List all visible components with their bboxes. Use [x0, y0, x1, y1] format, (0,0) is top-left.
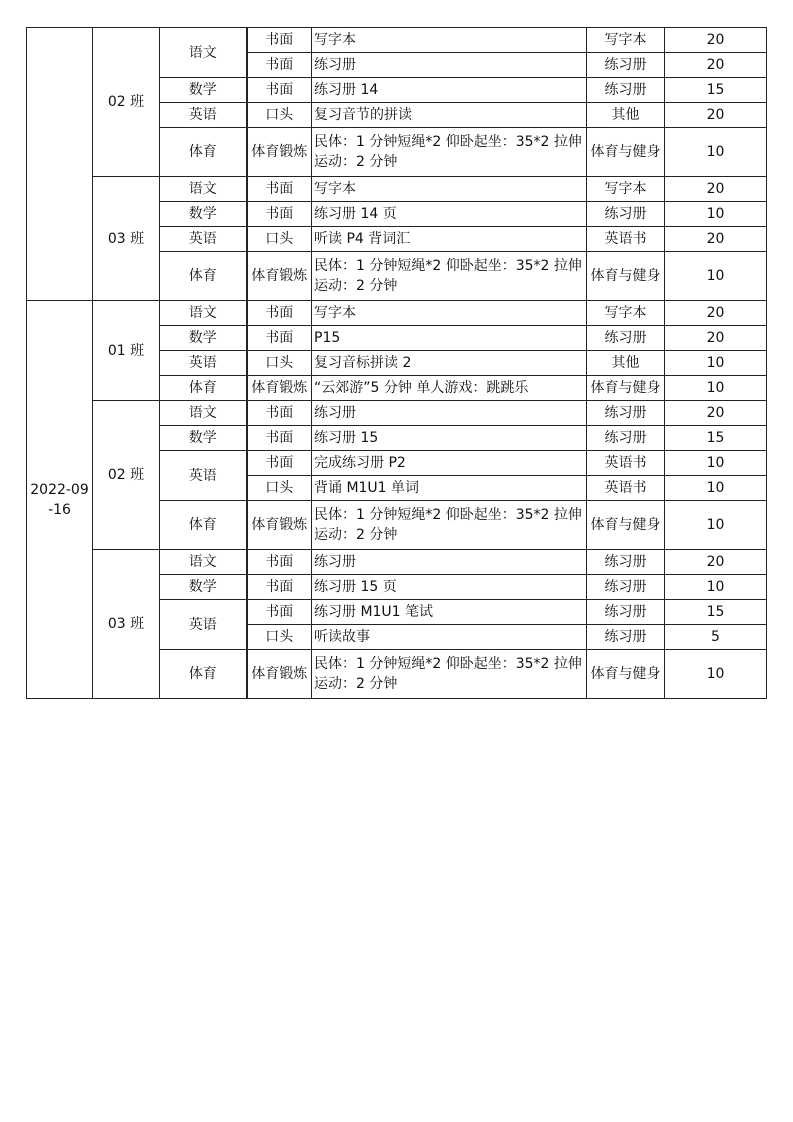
- type-cell: 书面: [247, 600, 312, 625]
- material-cell: 体育与健身: [587, 376, 665, 401]
- material-cell: 练习册: [587, 426, 665, 451]
- type-cell: 口头: [247, 476, 312, 501]
- minutes-cell: 20: [665, 301, 767, 326]
- material-cell: 英语书: [587, 476, 665, 501]
- class-cell: 02 班: [93, 28, 160, 177]
- subject-cell: 体育: [160, 252, 247, 301]
- subject-cell: 英语: [160, 351, 247, 376]
- content-cell: P15: [312, 326, 587, 351]
- minutes-cell: 20: [665, 177, 767, 202]
- minutes-cell: 10: [665, 376, 767, 401]
- content-cell: 练习册 15 页: [312, 575, 587, 600]
- subject-cell: 语文: [160, 28, 247, 78]
- subject-cell: 体育: [160, 501, 247, 550]
- subject-cell: 语文: [160, 401, 247, 426]
- content-cell: 民体：1 分钟短绳*2 仰卧起坐：35*2 拉伸运动：2 分钟: [312, 128, 587, 177]
- type-cell: 体育锻炼: [247, 501, 312, 550]
- subject-cell: 语文: [160, 177, 247, 202]
- minutes-cell: 10: [665, 451, 767, 476]
- material-cell: 英语书: [587, 451, 665, 476]
- material-cell: 其他: [587, 351, 665, 376]
- content-cell: 练习册 M1U1 笔试: [312, 600, 587, 625]
- type-cell: 体育锻炼: [247, 252, 312, 301]
- minutes-cell: 15: [665, 78, 767, 103]
- content-cell: 写字本: [312, 28, 587, 53]
- material-cell: 练习册: [587, 401, 665, 426]
- minutes-cell: 10: [665, 501, 767, 550]
- minutes-cell: 20: [665, 550, 767, 575]
- content-cell: 背诵 M1U1 单词: [312, 476, 587, 501]
- material-cell: 写字本: [587, 28, 665, 53]
- content-cell: 练习册: [312, 401, 587, 426]
- class-cell: 03 班: [93, 550, 160, 699]
- minutes-cell: 20: [665, 28, 767, 53]
- type-cell: 书面: [247, 177, 312, 202]
- material-cell: 体育与健身: [587, 650, 665, 699]
- minutes-cell: 10: [665, 128, 767, 177]
- class-cell: 03 班: [93, 177, 160, 301]
- table-row: [27, 28, 767, 53]
- homework-table: [26, 27, 767, 699]
- table-row: [27, 177, 767, 202]
- minutes-cell: 10: [665, 252, 767, 301]
- minutes-cell: 15: [665, 600, 767, 625]
- type-cell: 书面: [247, 550, 312, 575]
- subject-cell: 体育: [160, 650, 247, 699]
- material-cell: 练习册: [587, 53, 665, 78]
- content-cell: 完成练习册 P2: [312, 451, 587, 476]
- type-cell: 书面: [247, 53, 312, 78]
- type-cell: 体育锻炼: [247, 376, 312, 401]
- minutes-cell: 10: [665, 202, 767, 227]
- subject-cell: 英语: [160, 227, 247, 252]
- content-cell: 民体：1 分钟短绳*2 仰卧起坐：35*2 拉伸运动：2 分钟: [312, 252, 587, 301]
- subject-cell: 语文: [160, 301, 247, 326]
- subject-cell: 数学: [160, 202, 247, 227]
- table-row: [27, 550, 767, 575]
- type-cell: 口头: [247, 625, 312, 650]
- material-cell: 英语书: [587, 227, 665, 252]
- minutes-cell: 20: [665, 227, 767, 252]
- material-cell: 练习册: [587, 600, 665, 625]
- material-cell: 练习册: [587, 575, 665, 600]
- type-cell: 体育锻炼: [247, 128, 312, 177]
- minutes-cell: 5: [665, 625, 767, 650]
- material-cell: 写字本: [587, 177, 665, 202]
- content-cell: 听读故事: [312, 625, 587, 650]
- subject-cell: 体育: [160, 376, 247, 401]
- type-cell: 书面: [247, 28, 312, 53]
- content-cell: 练习册: [312, 550, 587, 575]
- type-cell: 书面: [247, 326, 312, 351]
- content-cell: 民体：1 分钟短绳*2 仰卧起坐：35*2 拉伸运动：2 分钟: [312, 650, 587, 699]
- minutes-cell: 20: [665, 401, 767, 426]
- class-cell: 01 班: [93, 301, 160, 401]
- type-cell: 口头: [247, 103, 312, 128]
- type-cell: 书面: [247, 301, 312, 326]
- material-cell: 练习册: [587, 326, 665, 351]
- content-cell: 练习册: [312, 53, 587, 78]
- minutes-cell: 10: [665, 575, 767, 600]
- content-cell: 复习音标拼读 2: [312, 351, 587, 376]
- subject-cell: 体育: [160, 128, 247, 177]
- subject-cell: 数学: [160, 426, 247, 451]
- type-cell: 书面: [247, 78, 312, 103]
- minutes-cell: 15: [665, 426, 767, 451]
- type-cell: 口头: [247, 351, 312, 376]
- subject-cell: 数学: [160, 78, 247, 103]
- content-cell: 练习册 14 页: [312, 202, 587, 227]
- material-cell: 体育与健身: [587, 128, 665, 177]
- subject-cell: 语文: [160, 550, 247, 575]
- type-cell: 书面: [247, 575, 312, 600]
- content-cell: 听读 P4 背词汇: [312, 227, 587, 252]
- minutes-cell: 20: [665, 103, 767, 128]
- minutes-cell: 20: [665, 53, 767, 78]
- minutes-cell: 10: [665, 476, 767, 501]
- subject-cell: 数学: [160, 575, 247, 600]
- subject-cell: 数学: [160, 326, 247, 351]
- table-row: [27, 401, 767, 426]
- type-cell: 书面: [247, 426, 312, 451]
- material-cell: 写字本: [587, 301, 665, 326]
- content-cell: 复习音节的拼读: [312, 103, 587, 128]
- date-cell: [27, 28, 93, 301]
- material-cell: 练习册: [587, 202, 665, 227]
- content-cell: 写字本: [312, 177, 587, 202]
- content-cell: 写字本: [312, 301, 587, 326]
- minutes-cell: 20: [665, 326, 767, 351]
- type-cell: 书面: [247, 202, 312, 227]
- subject-cell: 英语: [160, 451, 247, 501]
- type-cell: 口头: [247, 227, 312, 252]
- material-cell: 体育与健身: [587, 501, 665, 550]
- table-row: [27, 301, 767, 326]
- content-cell: 民体：1 分钟短绳*2 仰卧起坐：35*2 拉伸运动：2 分钟: [312, 501, 587, 550]
- date-cell: 2022-09-16: [27, 301, 93, 699]
- minutes-cell: 10: [665, 351, 767, 376]
- type-cell: 体育锻炼: [247, 650, 312, 699]
- class-cell: 02 班: [93, 401, 160, 550]
- subject-cell: 英语: [160, 600, 247, 650]
- minutes-cell: 10: [665, 650, 767, 699]
- content-cell: 练习册 14: [312, 78, 587, 103]
- material-cell: 体育与健身: [587, 252, 665, 301]
- type-cell: 书面: [247, 401, 312, 426]
- material-cell: 练习册: [587, 550, 665, 575]
- material-cell: 练习册: [587, 78, 665, 103]
- subject-cell: 英语: [160, 103, 247, 128]
- type-cell: 书面: [247, 451, 312, 476]
- material-cell: 练习册: [587, 625, 665, 650]
- material-cell: 其他: [587, 103, 665, 128]
- content-cell: 练习册 15: [312, 426, 587, 451]
- content-cell: “云郊游”5 分钟 单人游戏：跳跳乐: [312, 376, 587, 401]
